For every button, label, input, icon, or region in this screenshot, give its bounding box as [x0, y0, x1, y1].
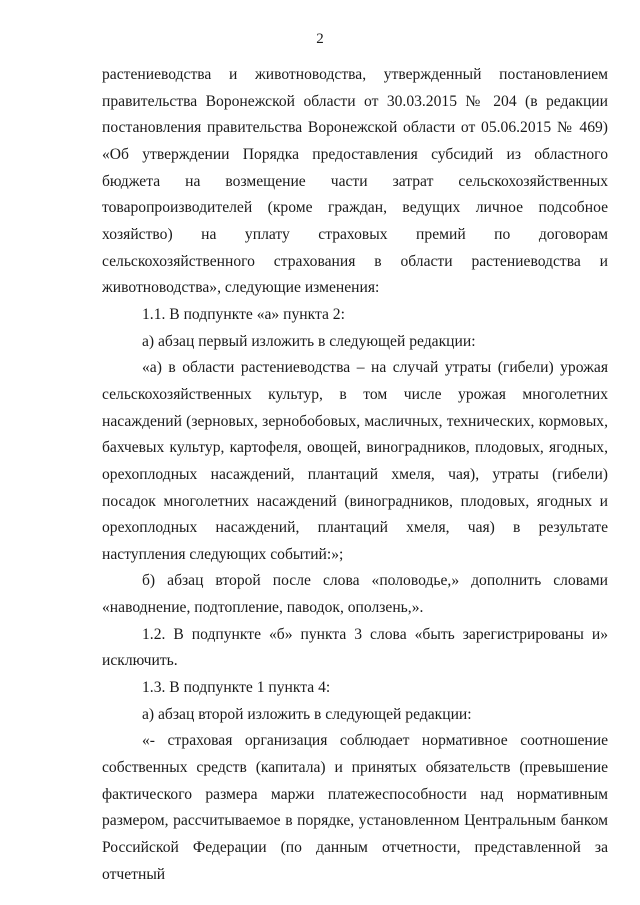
paragraph-1-3: 1.3. В подпункте 1 пункта 4: [142, 679, 331, 697]
paragraph-1-1-a: а) абзац первый изложить в следующей редакции: [142, 332, 476, 350]
paragraph-1-1-a-text: «а) в области растениеводства – на случай утраты (гибели) урожая сельскохозяйственных культур, в том числе урожая многолетних насаждений (зерновых, зернобобовых, масличных, технических, кормовых, бахчевых культур, картофеля, овощей, виноградников, плодовых, ягодных, орехоплодных насаждений, плантаций хмеля, чая), утраты (гибели) посадок многолетних насаждений (виноградников, плодовых, ягодных и орехоплодных насаждений, плантаций хмеля, чая) в результате наступления следующих событий:»; [102, 359, 608, 563]
document-body [102, 62, 608, 888]
paragraph-1-1: 1.1. В подпункте «а» пункта 2: [142, 305, 345, 323]
paragraph-intro: растениеводства и животноводства, утвержденный постановлением правительства Воронежской области от 30.03.2015 № 204 (в редакции постановления правительства Воронежской области от 05.06.2015 № 469) «Об утверждении Порядка предоставления субсидий из областного бюджета на возмещение части затрат сельскохозяйственных товаропроизводителей (кроме граждан, ведущих личное подсобное хозяйство) на уплату страховых премий по договорам сельскохозяйственного страхования в области растениеводства и животноводства», следующие изменения: [102, 66, 608, 297]
page-number: 2 [316, 31, 324, 47]
paragraph-1-1-b: б) абзац второй после слова «половодье,» дополнить словами «наводнение, подтопление, паводок, оползень,». [102, 572, 608, 617]
paragraph-1-3-a-text: «- страховая организация соблюдает нормативное соотношение собственных средств (капитала) и принятых обязательств (превышение фактического размера маржи платежеспособности над нормативным размером, рассчитываемое в порядке, установленном Центральным банком Российской Федерации (по данным отчетности, представленной за отчетный [102, 732, 608, 883]
paragraph-1-2: 1.2. В подпункте «б» пункта 3 слова «быть зарегистрированы и» исключить. [102, 625, 608, 670]
paragraph-1-3-a: а) абзац второй изложить в следующей редакции: [142, 705, 472, 723]
